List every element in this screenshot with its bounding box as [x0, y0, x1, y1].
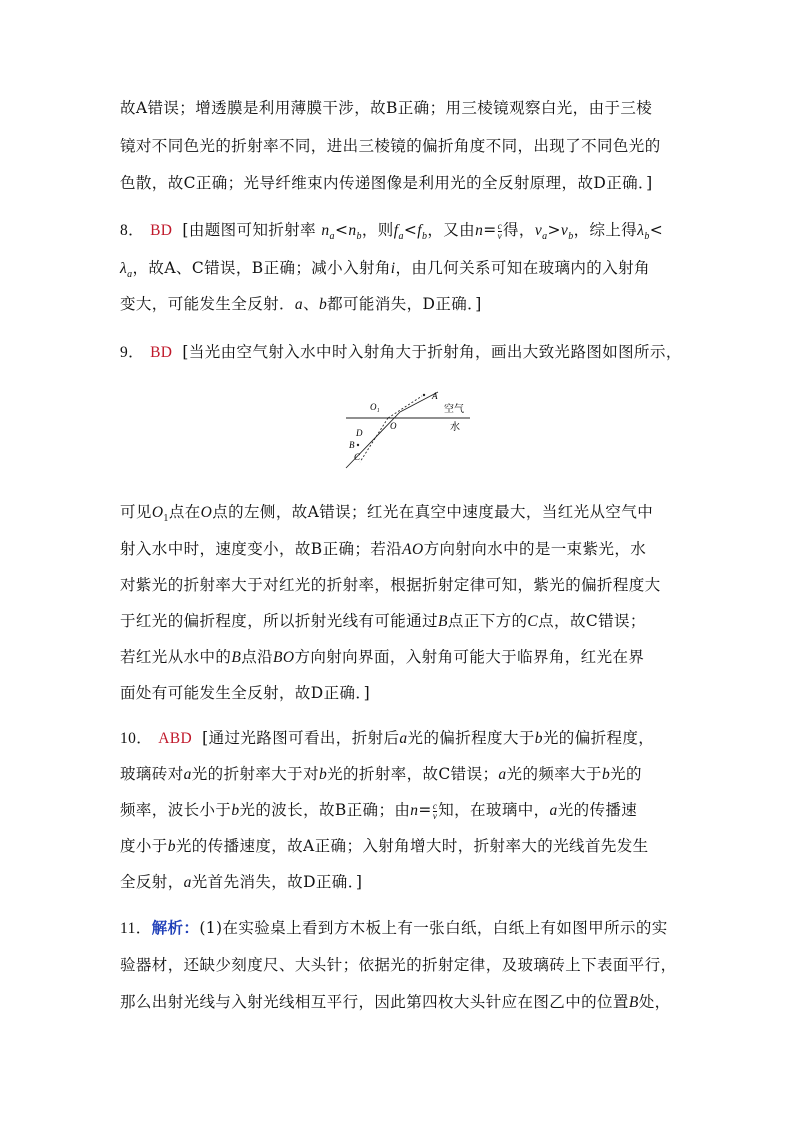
q10-number: 10． [120, 730, 153, 747]
q9-line-7: 面处有可能发生全反射，故D正确．] [120, 684, 371, 702]
q8-line-3: 变大，可能发生全反射．a、b都可能消失，D正确．] [120, 295, 482, 313]
point-a [423, 394, 425, 396]
q11-line-3: 那么出射光线与入射光线相互平行，因此第四枚大头针应在图乙中的位置B处， [120, 993, 671, 1011]
label-o: O [390, 421, 397, 431]
q9-number: 9． [120, 344, 145, 361]
label-b: B [349, 440, 355, 450]
q11-line-2: 验器材，还缺少刻度尺、大头针；依据光的折射定律，及玻璃砖上下表面平行， [120, 956, 677, 974]
q10-line-1: 10． ABD [通过光路图可看出，折射后a光的偏折程度大于b光的偏折程度， [120, 729, 655, 747]
paragraph-line: 色散，故C正确；光导纤维束内传递图像是利用光的全反射原理，故D正确．] [120, 174, 653, 192]
q9-line-2: 可见$O_1$点在O点的左侧，故A错误；红光在真空中速度最大，当红光从空气中 [120, 503, 654, 525]
label-o1: O₁ [370, 402, 380, 412]
label-air: 空气 [444, 404, 464, 415]
q10-line-4: 度小于b光的传播速度，故A正确；入射角增大时，折射率大的光线首先发生 [120, 837, 649, 855]
label-a: A [432, 391, 438, 401]
paragraph-line: 镜对不同色光的折射率不同，进出三棱镜的偏折角度不同，出现了不同色光的 [120, 137, 661, 155]
q8-line-2: $\lambda_a$，故A、C错误，B正确；减小入射角i，由几何关系可知在玻璃内的入射角 [120, 259, 650, 281]
dashed-ray [360, 418, 388, 462]
q9-line-3: 射入水中时，速度变小，故B正确；若沿AO方向射向水中的是一束紫光，水 [120, 540, 647, 558]
analysis-label: 解析： [151, 918, 200, 937]
q9-line-6: 若红光从水中的B点沿BO方向射向界面，入射角可能大于临界角，红光在界 [120, 648, 645, 666]
label-d: D [356, 428, 363, 438]
q10-line-2: 玻璃砖对a光的折射率大于对b光的折射率，故C错误；a光的频率大于b光的 [120, 765, 642, 783]
q9-answer: BD [150, 344, 173, 361]
q8-number: 8． [120, 222, 145, 239]
label-c: C [354, 452, 361, 462]
q9-line-4: 对紫光的折射率大于对红光的折射率，根据折射定律可知，紫光的偏折程度大 [120, 576, 661, 594]
q9-line-1: 9． BD [当光由空气射入水中时入射角大于折射角，画出大致光路图如图所示， [120, 343, 682, 361]
fraction-c-over-v: $\frac{c}{v}$ [497, 220, 503, 241]
q11-line-1: 11．解析：(1)在实验桌上看到方木板上有一张白纸，白纸上有如图甲所示的实 [120, 918, 668, 937]
refraction-diagram [340, 390, 480, 470]
q9-line-5: 于红光的偏折程度，所以折射光线有可能通过B点正下方的C点，故C错误； [120, 612, 646, 630]
q10-line-5: 全反射，a光首先消失，故D正确．] [120, 873, 363, 891]
dashed-ray-extension [388, 396, 422, 418]
q11-number: 11． [120, 920, 152, 937]
point-b [357, 444, 359, 446]
paragraph-line: 故A错误；增透膜是利用薄膜干涉，故B正确；用三棱镜观察白光，由于三棱 [120, 99, 653, 117]
q10-answer: ABD [158, 730, 193, 747]
q10-line-3: 频率，波长小于b光的波长，故B正确；由n= $\frac{c}{v}$ 知，在玻璃中，a光的传播速 [120, 800, 638, 821]
label-water: 水 [450, 422, 460, 433]
q8-line-1: 8． BD [由题图可知折射率 $n_a<n_b$，则$f_a<f_b$，又由n= $\frac{c}{v}$ 得，$v_a>v_b$，综上得$\lambda_b<$ [120, 220, 664, 243]
q8-answer: BD [150, 222, 173, 239]
fraction-c-over-v: $\frac{c}{v}$ [432, 800, 438, 821]
